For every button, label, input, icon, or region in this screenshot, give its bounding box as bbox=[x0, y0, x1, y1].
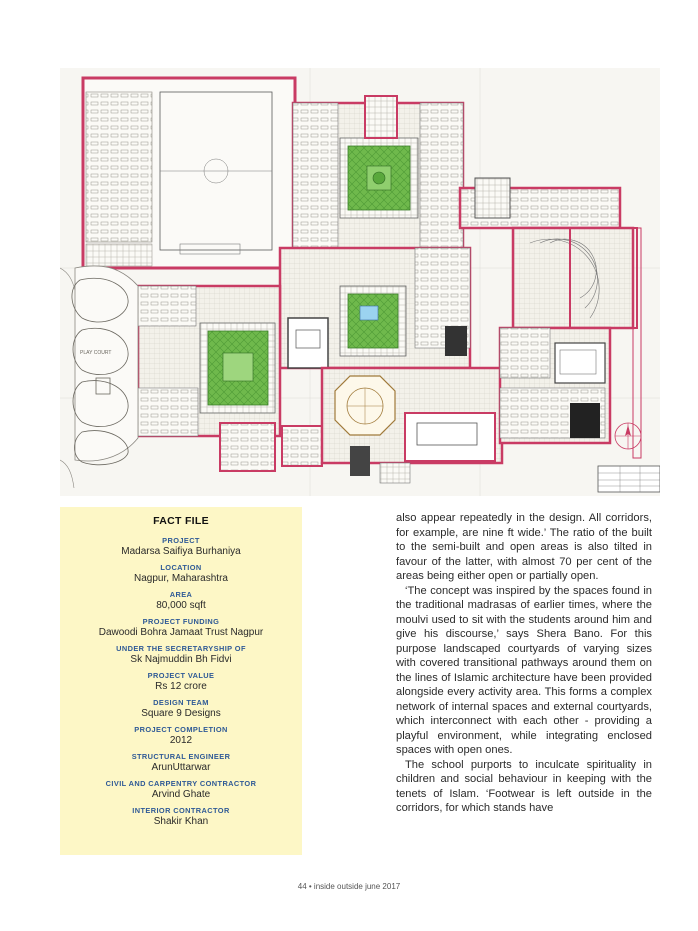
north-east-wing bbox=[460, 178, 637, 328]
fact-label: CIVIL AND CARPENTRY CONTRACTOR bbox=[105, 779, 257, 788]
fact-item-value bbox=[60, 671, 302, 693]
fact-value: Rs 12 crore bbox=[155, 681, 207, 692]
sports-hall-block bbox=[83, 78, 295, 268]
fact-file-box bbox=[60, 507, 302, 855]
page-footer: 44 • inside outside june 2017 bbox=[297, 882, 401, 891]
fact-value: Nagpur, Maharashtra bbox=[134, 573, 228, 584]
fact-item-secretaryship bbox=[60, 644, 302, 666]
fact-file-title: FACT FILE bbox=[153, 515, 209, 527]
article-paragraph: also appear repeatedly in the design. All corridors, for example, are nine ft wide.’ The ratio of the built to the semi-built and open areas is also tilted in favour of the latter, with almost 70 per cent of the areas being either open or partially open. bbox=[396, 512, 652, 582]
fact-value: Sk Najmuddin Bh Fidvi bbox=[130, 654, 232, 665]
fact-value: Dawoodi Bohra Jamaat Trust Nagpur bbox=[98, 627, 264, 638]
article-body bbox=[396, 511, 652, 816]
fact-item-interior-contractor bbox=[60, 806, 302, 828]
fact-value: Madarsa Saifiya Burhaniya bbox=[121, 546, 241, 557]
fact-item-completion bbox=[60, 725, 302, 747]
fact-value: 2012 bbox=[169, 735, 193, 746]
fact-label: DESIGN TEAM bbox=[153, 698, 209, 707]
article-paragraph: ‘The concept was inspired by the spaces found in the traditional madrasas of earlier times, where the moulvi used to sit with the students around him and give his discourse,’ says Shera Bano. For this purpose landscaped courtyards of varying sizes with covered transitional pathways around them on the lines of Islamic architecture have been provided alongside every activity area. This forms a complex network of internal spaces and external courtyards, which interconnect with each other - providing a playful environment, while integrating enclosed spaces with open ones. bbox=[396, 584, 652, 756]
play-court-area bbox=[60, 266, 138, 488]
fact-label: INTERIOR CONTRACTOR bbox=[132, 806, 230, 815]
fact-label: UNDER THE SECRETARYSHIP OF bbox=[116, 644, 246, 653]
article-paragraph: The school purports to inculcate spirituality in children and social behaviour in keeping with the tenets of Islam. ‘Footwear is left outside in the corridors, for which stands have bbox=[396, 758, 652, 814]
fact-item-project bbox=[60, 536, 302, 558]
fact-label: PROJECT bbox=[162, 536, 200, 545]
play-court-label: PLAY COURT bbox=[80, 350, 112, 356]
fact-label: PROJECT COMPLETION bbox=[134, 725, 228, 734]
fact-value: Shakir Khan bbox=[153, 816, 209, 827]
fact-label: PROJECT VALUE bbox=[147, 671, 215, 680]
fact-item-funding bbox=[60, 617, 302, 639]
fact-value: Square 9 Designs bbox=[141, 708, 221, 719]
central-wing bbox=[280, 248, 470, 368]
fact-value: ArunUttarwar bbox=[151, 762, 211, 773]
floor-plan-drawing bbox=[60, 68, 660, 496]
fact-item-area bbox=[60, 590, 302, 612]
fact-label: LOCATION bbox=[160, 563, 202, 572]
fact-item-civil-contractor bbox=[60, 779, 302, 801]
fact-value: Arvind Ghate bbox=[151, 789, 211, 800]
fact-item-location bbox=[60, 563, 302, 585]
drawing-title-block bbox=[598, 466, 660, 492]
south-wing bbox=[322, 368, 502, 483]
fact-item-design-team bbox=[60, 698, 302, 720]
north-arrow bbox=[615, 423, 641, 449]
fact-label: AREA bbox=[169, 590, 193, 599]
fact-label: PROJECT FUNDING bbox=[142, 617, 220, 626]
fact-label: STRUCTURAL ENGINEER bbox=[131, 752, 231, 761]
fact-item-structural-engineer bbox=[60, 752, 302, 774]
fact-value: 80,000 sqft bbox=[156, 600, 206, 611]
